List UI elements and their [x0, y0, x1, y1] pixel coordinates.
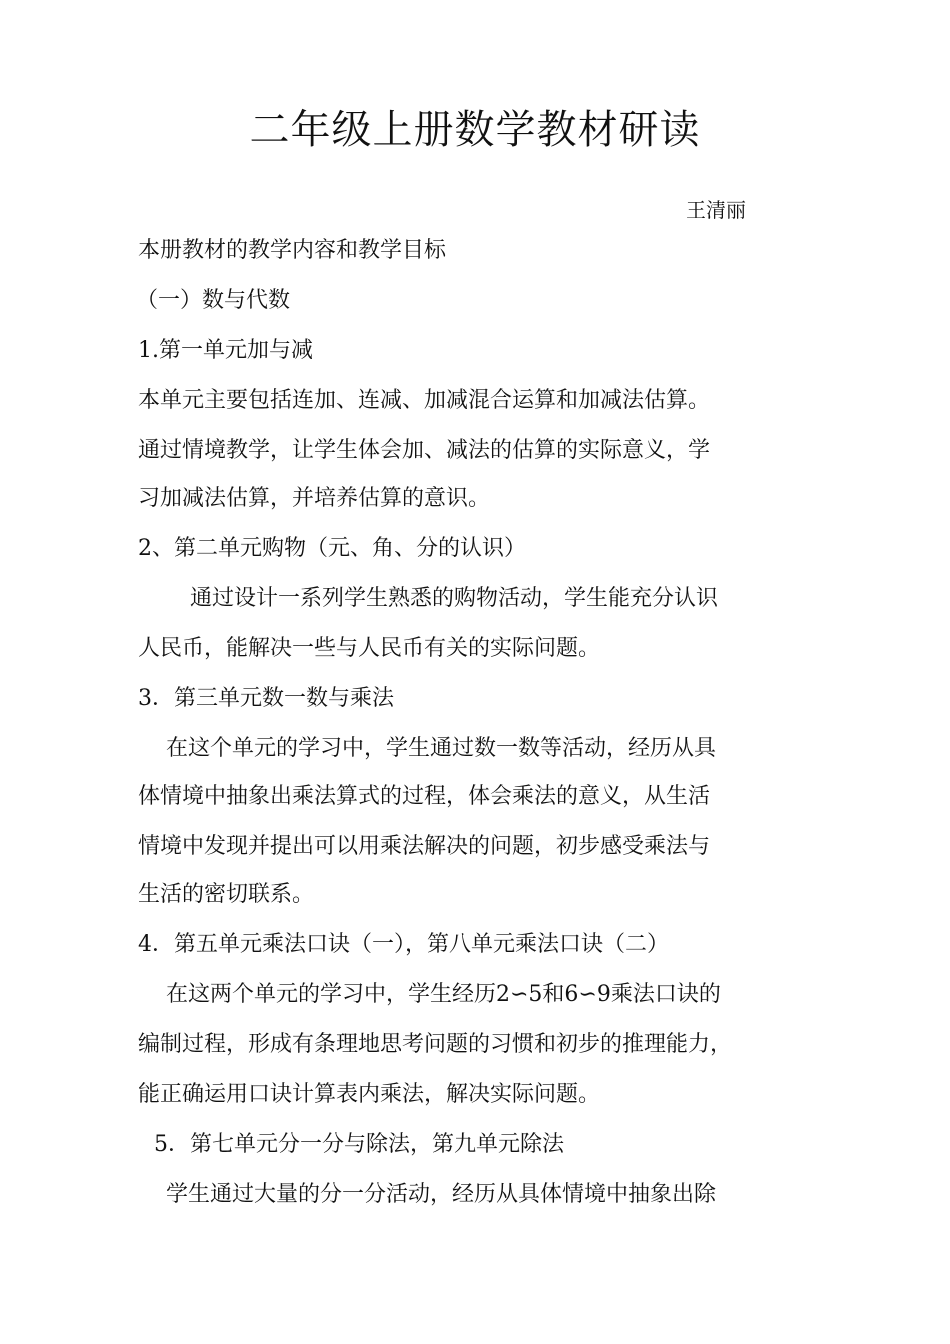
paragraph-line: 编制过程，形成有条理地思考问题的习惯和初步的推理能力， — [138, 1032, 733, 1057]
unit-heading: 4．第五单元乘法口诀（一），第八单元乘法口诀（二） — [138, 932, 669, 957]
unit-heading: 3．第三单元数一数与乘法 — [138, 686, 394, 711]
unit-heading: 2、第二单元购物（元、角、分的认识） — [138, 536, 526, 561]
page-title: 二年级上册数学教材研读 — [249, 107, 701, 153]
paragraph-line: 生活的密切联系。 — [138, 882, 315, 907]
paragraph-line: 学生通过大量的分一分活动，经历从具体情境中抽象出除 — [166, 1182, 717, 1207]
author-name: 王清丽 — [686, 198, 746, 222]
paragraph-line: 在这个单元的学习中，学生通过数一数等活动，经历从具 — [166, 736, 717, 761]
unit-heading: 5．第七单元分一分与除法，第九单元除法 — [154, 1132, 564, 1157]
paragraph-line: 人民币，能解决一些与人民币有关的实际问题。 — [138, 636, 601, 661]
paragraph-line: 情境中发现并提出可以用乘法解决的问题，初步感受乘法与 — [138, 834, 711, 859]
subsection-heading: （一）数与代数 — [136, 288, 291, 313]
paragraph-line: 在这两个单元的学习中，学生经历2∽5和6∽9乘法口诀的 — [166, 982, 721, 1007]
paragraph-line: 能正确运用口诀计算表内乘法，解决实际问题。 — [138, 1082, 601, 1107]
paragraph-line: 通过设计一系列学生熟悉的购物活动，学生能充分认识 — [190, 586, 719, 611]
paragraph-line: 本单元主要包括连加、连减、加减混合运算和加减法估算。 — [138, 388, 711, 413]
section-heading: 本册教材的教学内容和教学目标 — [138, 238, 447, 263]
unit-heading: 1.第一单元加与减 — [138, 338, 313, 363]
paragraph-line: 通过情境教学，让学生体会加、减法的估算的实际意义，学 — [138, 438, 711, 463]
paragraph-line: 习加减法估算，并培养估算的意识。 — [138, 486, 491, 511]
paragraph-line: 体情境中抽象出乘法算式的过程，体会乘法的意义，从生活 — [138, 784, 711, 809]
